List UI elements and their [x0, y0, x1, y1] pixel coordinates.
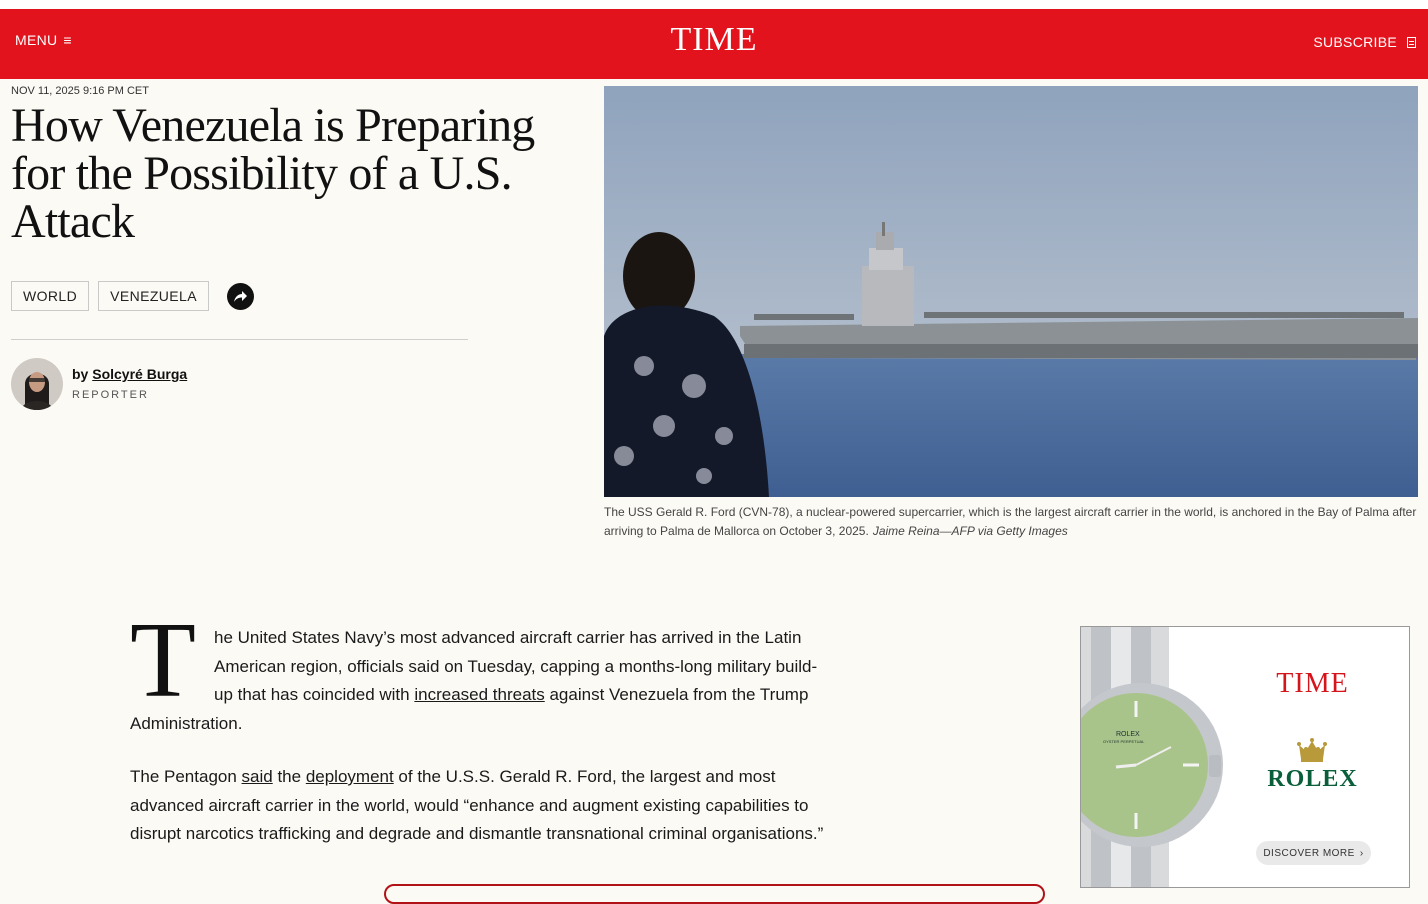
paragraph-text: against Venezuela from the Trump Administration.: [130, 685, 809, 733]
top-strip: [0, 0, 1428, 9]
inline-link-deployment[interactable]: deployment: [305, 767, 394, 786]
menu-label: MENU: [15, 32, 58, 48]
dial-brand: ROLEX: [1116, 731, 1140, 738]
article-body: [130, 601, 830, 874]
author-block: [11, 358, 187, 410]
tag-venezuela[interactable]: VENEZUELA: [98, 281, 209, 311]
caption-text: The USS Gerald R. Ford (CVN-78), a nuclear-powered supercarrier, which is the largest aircraft carrier in the world, is anchored in the Bay of Palma after arriving to Palma de Mallorca on October 3, 2025.: [604, 505, 1417, 538]
chevron-right-icon: ›: [1359, 847, 1364, 859]
dropcap: T: [130, 601, 196, 720]
share-icon: [233, 290, 248, 303]
author-role: REPORTER: [72, 389, 149, 401]
magazine-icon: [1407, 37, 1416, 48]
paragraph-text: of the U.S.S. Gerald R. Ford, the largest and most advanced aircraft carrier in the world, would “enhance and augment existing capabilities to disrupt narcotics trafficking and degrade and dismantle transnational criminal organisations.”: [130, 767, 824, 843]
paragraph: [130, 601, 830, 738]
paragraph-text: he United States Navy’s most advanced aircraft carrier has arrived in the Latin American region, officials said on Tuesday, capping a months-long military build-up that has coincided with: [213, 628, 818, 704]
crown-icon: [1297, 737, 1327, 763]
site-header: [0, 9, 1428, 79]
newsletter-box-edge: [384, 884, 1045, 904]
share-button[interactable]: [227, 283, 254, 310]
hamburger-icon: ≡: [63, 32, 72, 48]
paragraph-text: the: [272, 767, 306, 786]
discover-more-button[interactable]: [1256, 841, 1371, 865]
headline: How Venezuela is Preparing for the Possibility of a U.S. Attack: [11, 99, 535, 248]
publish-date: NOV 11, 2025 9:16 PM CET: [11, 85, 149, 97]
discover-more-label: DISCOVER MORE: [1263, 847, 1355, 859]
author-name-link[interactable]: Solcyré Burga: [92, 366, 188, 382]
inline-link-increased-threats[interactable]: increased threats: [414, 685, 545, 704]
tag-world[interactable]: WORLD: [11, 281, 89, 311]
photo-credit: Jaime Reina—AFP via Getty Images: [872, 524, 1068, 538]
image-caption: [604, 503, 1418, 541]
watch-image: [1081, 627, 1281, 888]
ad-rolex-logo: ROLEX: [1267, 766, 1358, 792]
dial-model: OYSTER PERPETUAL: [1103, 739, 1145, 744]
ad-time-logo: TIME: [1276, 668, 1349, 699]
subscribe-label: SUBSCRIBE: [1313, 34, 1397, 50]
tag-list: [11, 281, 254, 311]
paragraph: [130, 763, 830, 849]
paragraph-text: The Pentagon: [130, 767, 242, 786]
time-logo[interactable]: TIME: [670, 21, 758, 58]
hero-image: [604, 86, 1418, 497]
divider: [11, 339, 468, 340]
inline-link-said[interactable]: said: [241, 767, 273, 786]
author-by: by: [72, 366, 89, 382]
author-avatar[interactable]: [11, 358, 63, 410]
subscribe-button[interactable]: [1313, 34, 1416, 50]
